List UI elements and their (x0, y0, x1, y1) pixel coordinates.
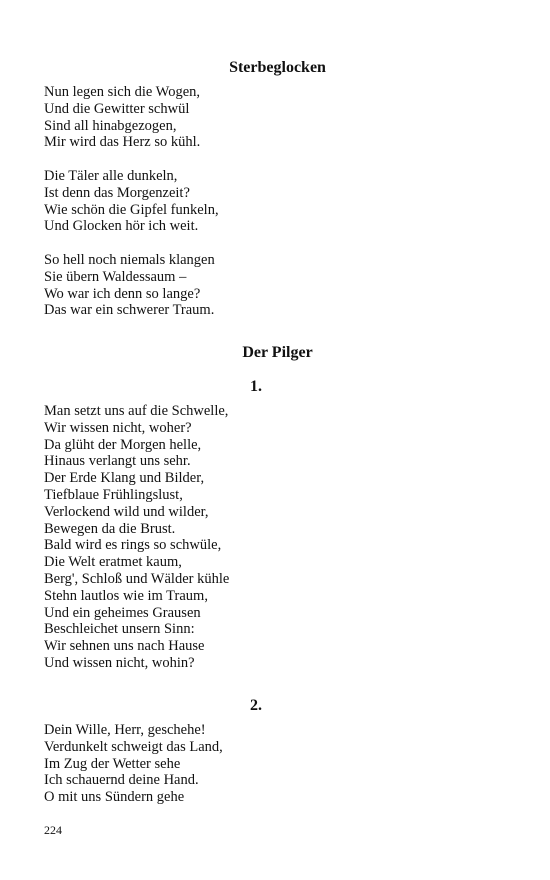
poem-line: Nun legen sich die Wogen, (44, 84, 201, 100)
poem-line: Sind all hinabgezogen, (44, 117, 177, 134)
poem-line: Bald wird es rings so schwüle, (44, 537, 222, 554)
poem-line: So hell noch niemals klangen (44, 252, 215, 268)
poem-line: Das war ein schwerer Traum. (44, 302, 215, 319)
poem-line: Und ein geheimes Grausen (44, 604, 201, 621)
poem-line: Dein Wille, Herr, geschehe! (44, 722, 206, 738)
poem-line: Ich schauernd deine Hand. (44, 772, 199, 789)
poem-line: Beschleichet unsern Sinn: (44, 621, 195, 638)
poem-line: Die Täler alle dunkeln, (44, 168, 178, 184)
poem-line: Verlockend wild und wilder, (44, 503, 209, 520)
poem-line: Stehn lautlos wie im Traum, (44, 587, 208, 604)
poem-line: Wir wissen nicht, woher? (44, 419, 192, 436)
poem-line: O mit uns Sündern gehe (44, 789, 185, 806)
stanza-3 (44, 252, 215, 319)
poem-line: Wo war ich denn so lange? (44, 285, 201, 302)
poem-line: Und Glocken hör ich weit. (44, 218, 199, 235)
section-1-stanza (44, 403, 229, 672)
poem-line: Sie übern Waldessaum – (44, 268, 187, 285)
poem-line: Die Welt eratmet kaum, (44, 554, 182, 571)
poem-line: Tiefblaue Frühlingslust, (44, 486, 183, 503)
poem-title-der-pilger: Der Pilger (242, 344, 313, 361)
poem-line: Und wissen nicht, wohin? (44, 654, 195, 671)
book-page (44, 0, 511, 880)
section-2-stanza (44, 722, 223, 806)
poem-title-sterbeglocken: Sterbeglocken (229, 59, 326, 76)
poem-line: Man setzt uns auf die Schwelle, (44, 403, 229, 419)
poem-line: Bewegen da die Brust. (44, 520, 176, 537)
stanza-2 (44, 168, 219, 235)
poem-line: Und die Gewitter schwül (44, 100, 190, 117)
poem-line: Ist denn das Morgenzeit? (44, 184, 190, 201)
page-number: 224 (44, 823, 62, 837)
poem-line: Wie schön die Gipfel funkeln, (44, 201, 219, 218)
poem-line: Hinaus verlangt uns sehr. (44, 453, 191, 470)
poem-line: Mir wird das Herz so kühl. (44, 134, 201, 151)
poem-line: Der Erde Klang und Bilder, (44, 470, 205, 487)
stanza-1 (44, 84, 200, 151)
poem-line: Verdunkelt schweigt das Land, (44, 738, 223, 755)
poem-line: Wir sehnen uns nach Hause (44, 638, 205, 655)
poem-line: Im Zug der Wetter sehe (44, 755, 181, 772)
poem-line: Berg', Schloß und Wälder kühle (44, 570, 230, 587)
poem-line: Da glüht der Morgen helle, (44, 436, 202, 453)
section-number-2: 2. (250, 697, 262, 714)
section-number-1: 1. (250, 378, 262, 395)
